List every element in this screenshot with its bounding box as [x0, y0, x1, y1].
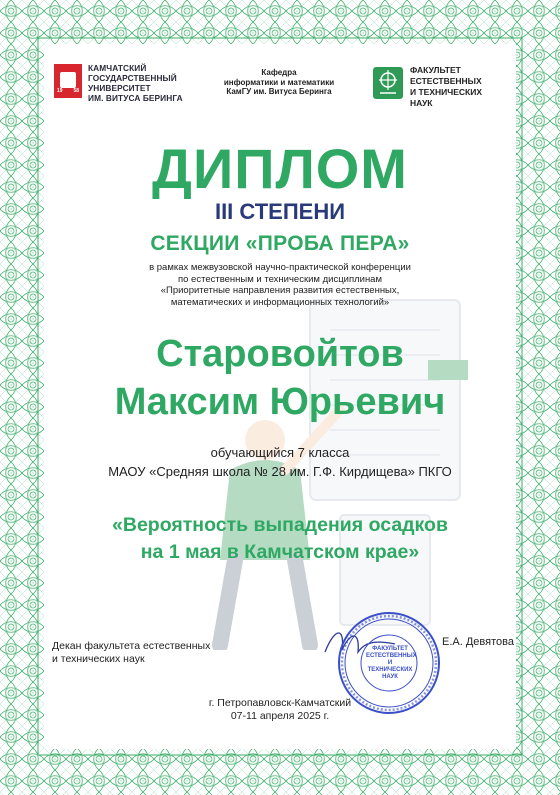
- student-info: обучающийся 7 класса МАОУ «Средняя школа № 28 им. Г.Ф. Кирдищева» ПКГО: [108, 445, 452, 479]
- conference-description: в рамках межвузовской научно-практической конференции по естественным и техническим дисциплинам «Приоритетные направления развития естественных, математических и информационных технологий»: [149, 262, 411, 308]
- diploma-title: ДИПЛОМ: [152, 137, 408, 200]
- project-topic: «Вероятность выпадения осадков на 1 мая в Камчатском крае»: [112, 514, 448, 563]
- dean-title: Декан факультета естественных и технических наук: [52, 640, 211, 665]
- department-name: Кафедра информатики и математики КамГУ им. Витуса Беринга: [223, 68, 335, 96]
- stamp-text: ФАКУЛЬТЕТ ЕСТЕСТВЕННЫХ И ТЕХНИЧЕСКИХ НАУК: [366, 646, 417, 680]
- university-name: КАМЧАТСКИЙ ГОСУДАРСТВЕННЫЙ УНИВЕРСИТЕТ ИМ. ВИТУСА БЕРИНГА: [88, 63, 183, 103]
- faculty-name: ФАКУЛЬТЕТ ЕСТЕСТВЕННЫХ И ТЕХНИЧЕСКИХ НАУК: [410, 65, 482, 108]
- university-logo: [54, 64, 204, 104]
- place-and-date: [0, 697, 560, 723]
- event-dates: 07-11 апреля 2025 г.: [230, 710, 330, 722]
- faculty-emblem-icon: [372, 66, 404, 100]
- city: г. Петропавловск-Камчатский: [208, 697, 352, 709]
- signer-name: Е.А. Девятова: [442, 636, 514, 648]
- recipient-name: Старовойтов Максим Юрьевич: [114, 333, 446, 423]
- emblem-year-left: 19: [57, 88, 63, 94]
- section-name: СЕКЦИИ «ПРОБА ПЕРА»: [150, 232, 410, 255]
- faculty-logo: [372, 64, 512, 108]
- emblem-year-right: 58: [73, 88, 79, 94]
- diploma-degree: III СТЕПЕНИ: [214, 199, 346, 224]
